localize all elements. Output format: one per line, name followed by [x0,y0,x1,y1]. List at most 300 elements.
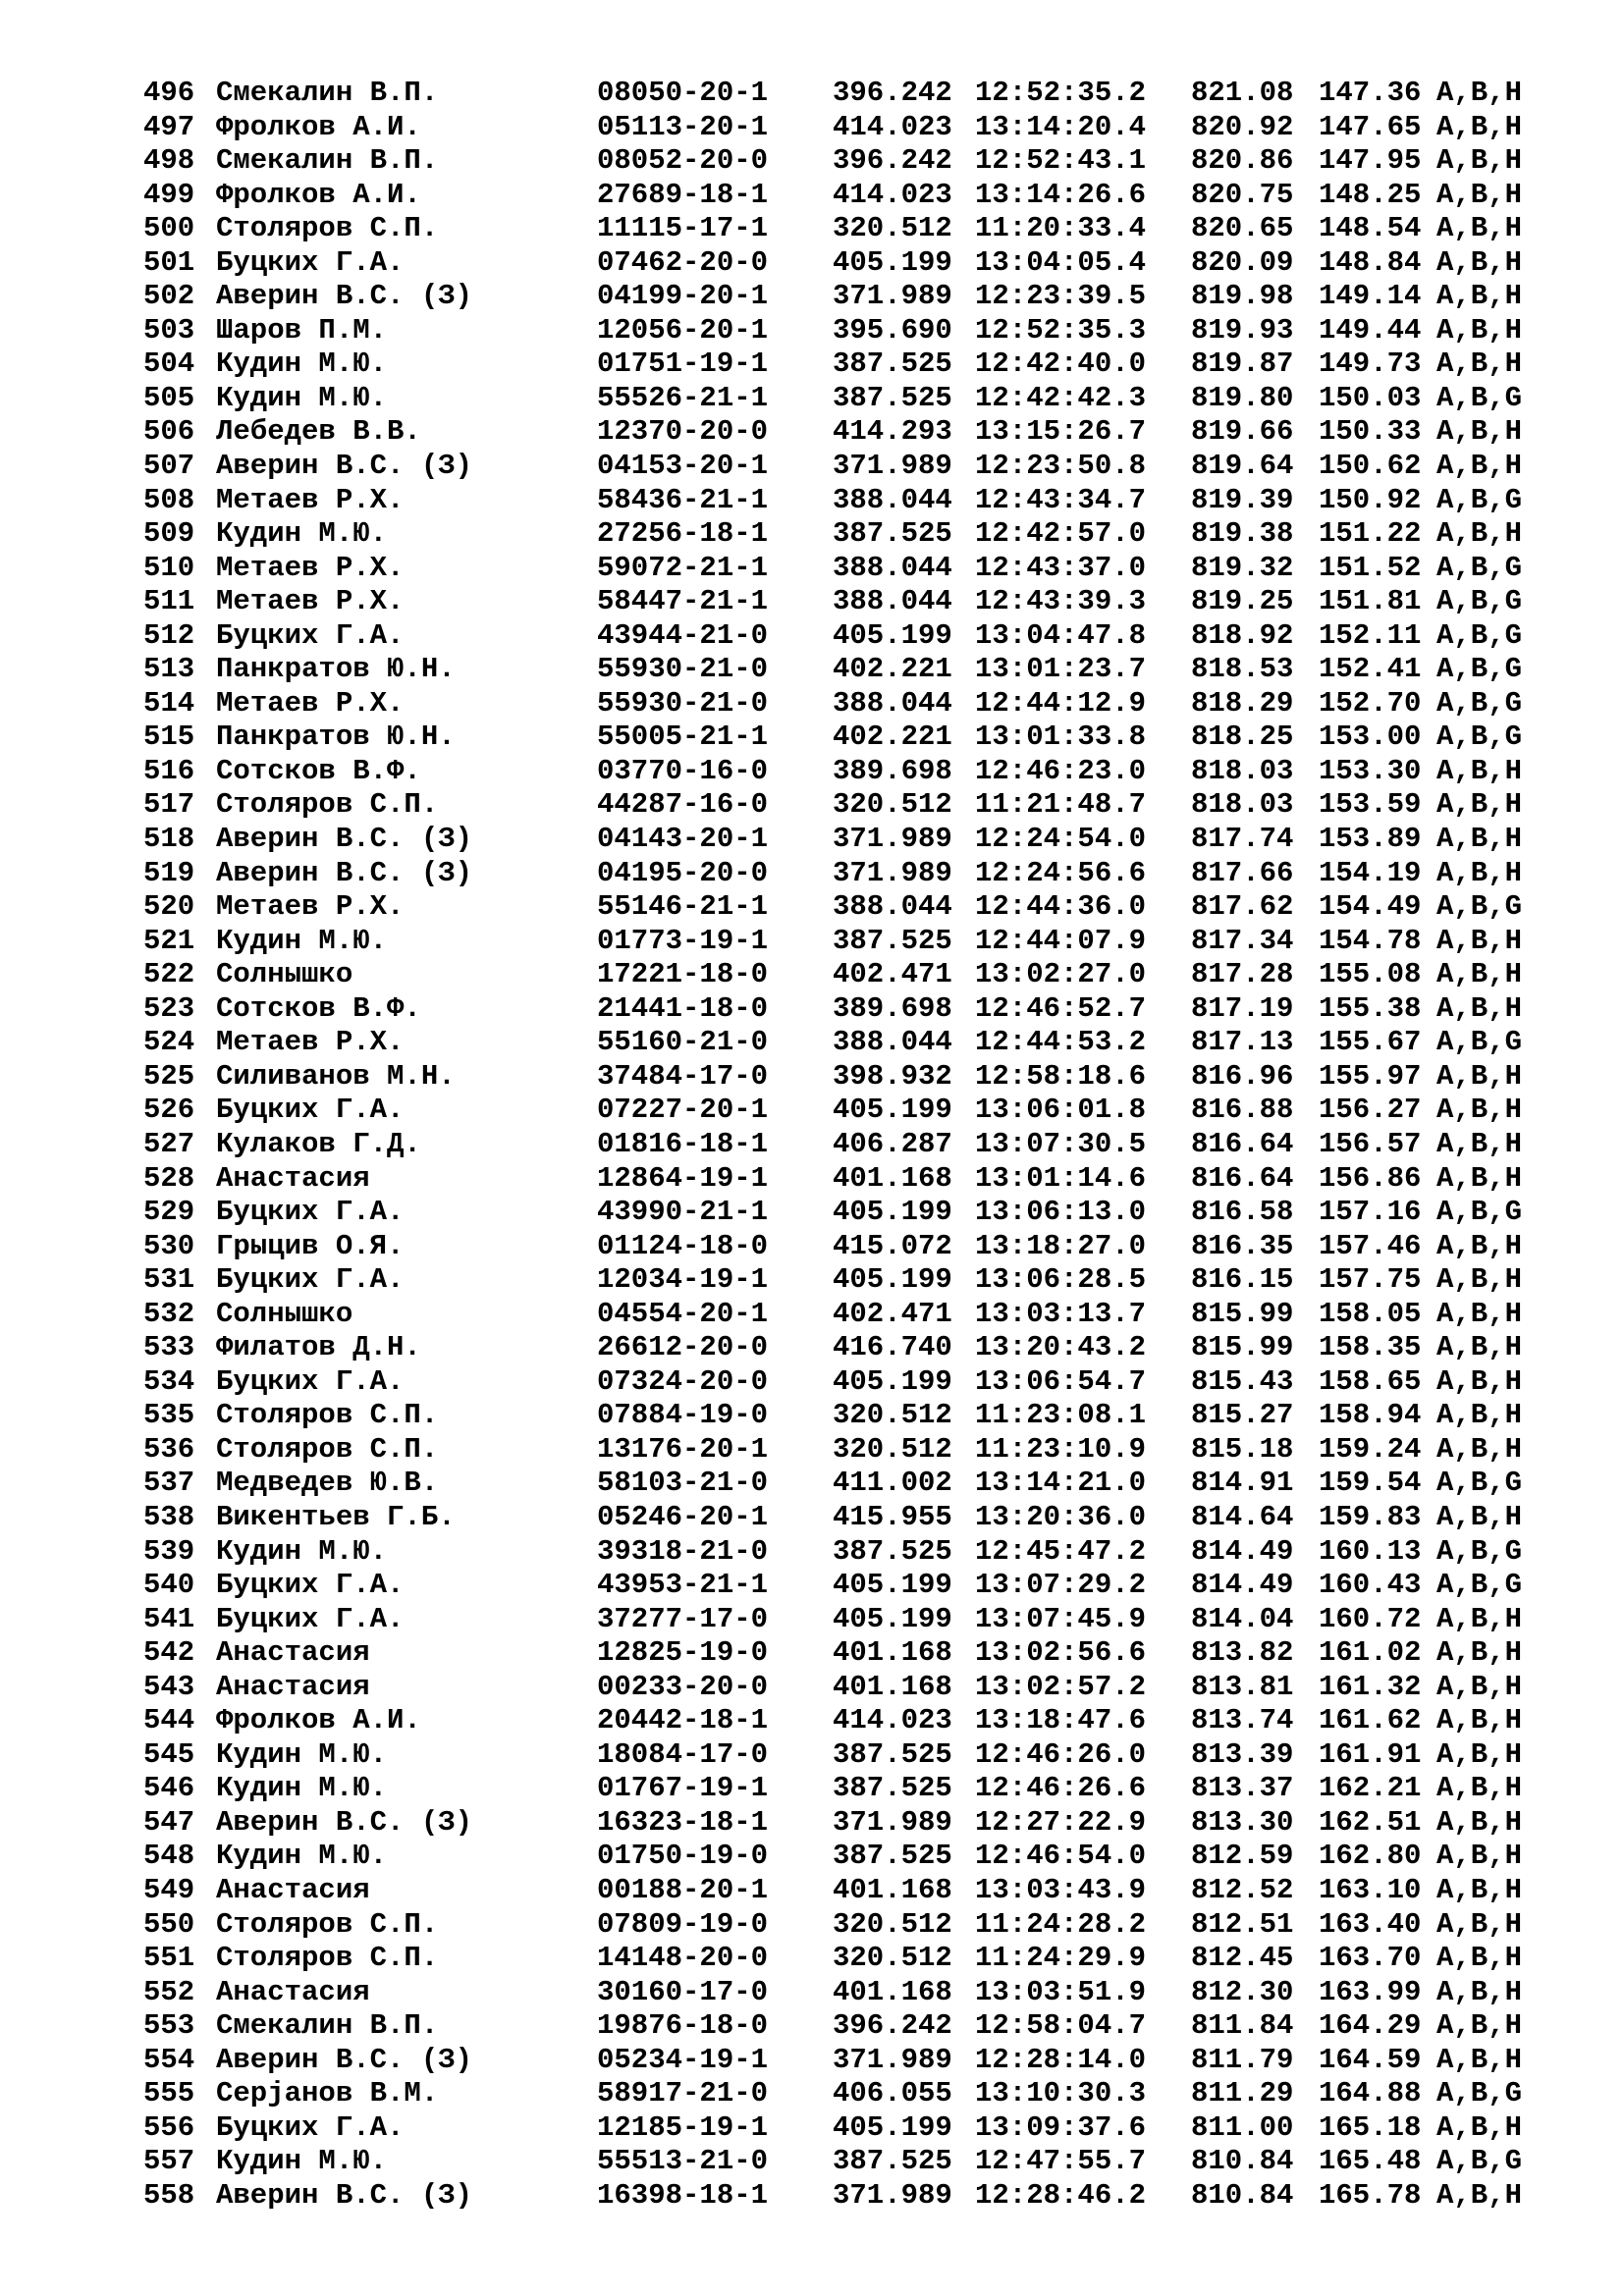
ring-number: 44287-16-0 [597,788,769,822]
points-value: 152.11 [1319,618,1422,652]
arrival-time: 12:47:55.7 [975,2145,1147,2178]
points-value: 157.46 [1319,1229,1422,1262]
speed-value: 820.75 [1191,178,1294,211]
category-flags: A,B,H [1436,1975,1523,2008]
arrival-time: 12:46:26.6 [975,1772,1147,1805]
ring-number: 55160-21-0 [597,1026,769,1059]
points-value: 147.95 [1319,144,1422,178]
speed-value: 811.29 [1191,2077,1294,2110]
speed-value: 816.15 [1191,1263,1294,1297]
result-place: 537 [143,1467,195,1500]
result-row [143,2009,1522,2044]
points-value: 160.13 [1319,1534,1422,1568]
points-value: 150.92 [1319,483,1422,516]
fancier-name: Буцких Г.А. [216,1364,405,1398]
points-value: 162.21 [1319,1772,1422,1805]
fancier-name: Аверин В.С. (З) [216,823,473,856]
speed-value: 812.30 [1191,1975,1294,2008]
ring-number: 37484-17-0 [597,1059,769,1093]
speed-value: 819.93 [1191,313,1294,347]
speed-value: 813.82 [1191,1636,1294,1670]
distance-km: 387.525 [833,1534,952,1568]
speed-value: 813.37 [1191,1772,1294,1805]
result-row [143,755,1522,789]
result-row [143,1230,1522,1264]
result-row [143,1399,1522,1433]
speed-value: 815.99 [1191,1331,1294,1364]
ring-number: 37277-17-0 [597,1602,769,1635]
arrival-time: 13:02:27.0 [975,958,1147,991]
ring-number: 16323-18-1 [597,1805,769,1839]
points-value: 150.03 [1319,381,1422,414]
ring-number: 11115-17-1 [597,212,769,245]
result-place: 547 [143,1805,195,1839]
result-place: 551 [143,1942,195,1975]
category-flags: A,B,H [1436,77,1523,109]
result-row [143,1569,1522,1603]
arrival-time: 12:46:54.0 [975,1840,1147,1873]
result-place: 496 [143,77,195,109]
arrival-time: 13:18:47.6 [975,1704,1147,1737]
speed-value: 811.79 [1191,2043,1294,2076]
fancier-name: Серjанов В.М. [216,2077,439,2110]
result-place: 533 [143,1331,195,1364]
distance-km: 320.512 [833,1907,952,1941]
fancier-name: Буцких Г.А. [216,1569,405,1602]
category-flags: A,B,H [1436,1840,1523,1873]
points-value: 161.02 [1319,1636,1422,1670]
category-flags: A,B,H [1436,1331,1523,1364]
fancier-name: Столяров С.П. [216,1907,439,1941]
arrival-time: 12:24:54.0 [975,823,1147,856]
fancier-name: Сотсков В.Ф. [216,754,421,787]
ring-number: 39318-21-0 [597,1534,769,1568]
fancier-name: Кудин М.Ю. [216,1737,388,1771]
points-value: 147.36 [1319,77,1422,109]
speed-value: 819.25 [1191,585,1294,618]
points-value: 151.81 [1319,585,1422,618]
ring-number: 30160-17-0 [597,1975,769,2008]
fancier-name: Кулаков Г.Д. [216,1127,421,1160]
result-place: 505 [143,381,195,414]
category-flags: A,B,H [1436,450,1523,483]
result-place: 543 [143,1670,195,1703]
result-row [143,1671,1522,1705]
fancier-name: Медведев Ю.В. [216,1467,439,1500]
distance-km: 401.168 [833,1161,952,1195]
result-place: 525 [143,1059,195,1093]
speed-value: 817.66 [1191,856,1294,889]
fancier-name: Аверин В.С. (З) [216,1805,473,1839]
arrival-time: 11:21:48.7 [975,788,1147,822]
ring-number: 07809-19-0 [597,1907,769,1941]
results-list [143,77,1522,2213]
points-value: 165.48 [1319,2145,1422,2178]
result-place: 541 [143,1602,195,1635]
category-flags: A,B,H [1436,178,1523,211]
ring-number: 01751-19-1 [597,347,769,381]
category-flags: A,B,H [1436,958,1523,991]
arrival-time: 13:20:36.0 [975,1500,1147,1533]
result-place: 553 [143,2009,195,2043]
arrival-time: 12:46:52.7 [975,991,1147,1025]
points-value: 161.62 [1319,1704,1422,1737]
fancier-name: Буцких Г.А. [216,618,405,652]
fancier-name: Столяров С.П. [216,788,439,822]
category-flags: A,B,H [1436,245,1523,279]
result-place: 558 [143,2178,195,2212]
points-value: 152.41 [1319,653,1422,686]
fancier-name: Метаев Р.Х. [216,1026,405,1059]
result-row [143,1874,1522,1908]
category-flags: A,B,H [1436,1602,1523,1635]
result-row [143,619,1522,654]
ring-number: 27256-18-1 [597,517,769,551]
category-flags: A,B,G [1436,686,1523,720]
points-value: 147.65 [1319,110,1422,143]
ring-number: 08052-20-0 [597,144,769,178]
arrival-time: 13:07:30.5 [975,1127,1147,1160]
ring-number: 12034-19-1 [597,1263,769,1297]
result-row [143,280,1522,314]
speed-value: 812.59 [1191,1840,1294,1873]
result-row [143,2179,1522,2214]
points-value: 162.51 [1319,1805,1422,1839]
arrival-time: 12:58:18.6 [975,1059,1147,1093]
category-flags: A,B,H [1436,1805,1523,1839]
category-flags: A,B,G [1436,890,1523,924]
distance-km: 401.168 [833,1670,952,1703]
ring-number: 01767-19-1 [597,1772,769,1805]
arrival-time: 13:01:33.8 [975,721,1147,754]
result-place: 507 [143,450,195,483]
fancier-name: Аверин В.С. (З) [216,856,473,889]
points-value: 165.78 [1319,2178,1422,2212]
arrival-time: 12:43:39.3 [975,585,1147,618]
points-value: 156.27 [1319,1094,1422,1127]
result-row [143,552,1522,586]
points-value: 157.75 [1319,1263,1422,1297]
points-value: 164.59 [1319,2043,1422,2076]
points-value: 152.70 [1319,686,1422,720]
distance-km: 414.293 [833,415,952,449]
ring-number: 00233-20-0 [597,1670,769,1703]
distance-km: 388.044 [833,585,952,618]
distance-km: 387.525 [833,1737,952,1771]
distance-km: 405.199 [833,1196,952,1229]
category-flags: A,B,H [1436,1297,1523,1330]
points-value: 164.29 [1319,2009,1422,2043]
category-flags: A,B,H [1436,517,1523,551]
distance-km: 405.199 [833,1263,952,1297]
arrival-time: 12:52:43.1 [975,144,1147,178]
fancier-name: Буцких Г.А. [216,1094,405,1127]
distance-km: 396.242 [833,144,952,178]
distance-km: 371.989 [833,2043,952,2076]
distance-km: 416.740 [833,1331,952,1364]
speed-value: 818.25 [1191,721,1294,754]
arrival-time: 13:07:29.2 [975,1569,1147,1602]
ring-number: 16398-18-1 [597,2178,769,2212]
speed-value: 819.64 [1191,450,1294,483]
points-value: 160.72 [1319,1602,1422,1635]
category-flags: A,B,H [1436,1500,1523,1533]
arrival-time: 13:10:30.3 [975,2077,1147,2110]
points-value: 148.84 [1319,245,1422,279]
arrival-time: 13:04:05.4 [975,245,1147,279]
category-flags: A,B,G [1436,1569,1523,1602]
fancier-name: Кудин М.Ю. [216,347,388,381]
distance-km: 398.932 [833,1059,952,1093]
points-value: 148.25 [1319,178,1422,211]
result-place: 511 [143,585,195,618]
arrival-time: 13:18:27.0 [975,1229,1147,1262]
arrival-time: 13:06:01.8 [975,1094,1147,1127]
result-place: 516 [143,754,195,787]
result-row [143,2111,1522,2146]
points-value: 163.99 [1319,1975,1422,2008]
fancier-name: Смекалин В.П. [216,2009,439,2043]
points-value: 158.65 [1319,1364,1422,1398]
result-row [143,1128,1522,1162]
points-value: 155.38 [1319,991,1422,1025]
speed-value: 818.53 [1191,653,1294,686]
fancier-name: Анастасия [216,1636,370,1670]
fancier-name: Столяров С.П. [216,212,439,245]
points-value: 164.88 [1319,2077,1422,2110]
distance-km: 371.989 [833,450,952,483]
category-flags: A,B,H [1436,1094,1523,1127]
category-flags: A,B,H [1436,1670,1523,1703]
ring-number: 13176-20-1 [597,1432,769,1466]
ring-number: 21441-18-0 [597,991,769,1025]
distance-km: 388.044 [833,551,952,584]
points-value: 151.52 [1319,551,1422,584]
fancier-name: Столяров С.П. [216,1942,439,1975]
result-place: 542 [143,1636,195,1670]
arrival-time: 12:23:50.8 [975,450,1147,483]
speed-value: 815.43 [1191,1364,1294,1398]
speed-value: 812.51 [1191,1907,1294,1941]
speed-value: 815.18 [1191,1432,1294,1466]
distance-km: 405.199 [833,1569,952,1602]
distance-km: 414.023 [833,110,952,143]
result-row [143,246,1522,281]
category-flags: A,B,G [1436,585,1523,618]
category-flags: A,B,H [1436,1704,1523,1737]
arrival-time: 12:28:46.2 [975,2178,1147,2212]
speed-value: 818.29 [1191,686,1294,720]
category-flags: A,B,H [1436,1737,1523,1771]
ring-number: 05234-19-1 [597,2043,769,2076]
category-flags: A,B,H [1436,754,1523,787]
points-value: 159.24 [1319,1432,1422,1466]
result-place: 530 [143,1229,195,1262]
ring-number: 04143-20-1 [597,823,769,856]
category-flags: A,B,H [1436,415,1523,449]
fancier-name: Панкратов Ю.Н. [216,721,456,754]
fancier-name: Метаев Р.Х. [216,686,405,720]
result-place: 503 [143,313,195,347]
distance-km: 320.512 [833,1399,952,1432]
distance-km: 402.471 [833,958,952,991]
arrival-time: 12:24:56.6 [975,856,1147,889]
result-row [143,687,1522,721]
speed-value: 811.00 [1191,2110,1294,2144]
result-place: 532 [143,1297,195,1330]
fancier-name: Аверин В.С. (З) [216,2178,473,2212]
points-value: 156.86 [1319,1161,1422,1195]
ring-number: 04153-20-1 [597,450,769,483]
arrival-time: 12:58:04.7 [975,2009,1147,2043]
arrival-time: 13:14:26.6 [975,178,1147,211]
ring-number: 55930-21-0 [597,686,769,720]
fancier-name: Метаев Р.Х. [216,551,405,584]
fancier-name: Панкратов Ю.Н. [216,653,456,686]
ring-number: 43990-21-1 [597,1196,769,1229]
ring-number: 01773-19-1 [597,924,769,957]
result-place: 522 [143,958,195,991]
category-flags: A,B,H [1436,1636,1523,1670]
distance-km: 388.044 [833,890,952,924]
fancier-name: Силиванов М.Н. [216,1059,456,1093]
result-place: 520 [143,890,195,924]
speed-value: 817.13 [1191,1026,1294,1059]
ring-number: 55930-21-0 [597,653,769,686]
points-value: 161.32 [1319,1670,1422,1703]
result-place: 518 [143,823,195,856]
fancier-name: Филатов Д.Н. [216,1331,421,1364]
category-flags: A,B,H [1436,1873,1523,1906]
arrival-time: 12:52:35.3 [975,313,1147,347]
arrival-time: 11:24:28.2 [975,1907,1147,1941]
fancier-name: Лебедев В.В. [216,415,421,449]
fancier-name: Викентьев Г.Б. [216,1500,456,1533]
result-place: 509 [143,517,195,551]
fancier-name: Столяров С.П. [216,1399,439,1432]
result-place: 510 [143,551,195,584]
result-place: 531 [143,1263,195,1297]
fancier-name: Фролков А.И. [216,110,421,143]
arrival-time: 12:44:36.0 [975,890,1147,924]
arrival-time: 13:03:13.7 [975,1297,1147,1330]
fancier-name: Буцких Г.А. [216,1602,405,1635]
fancier-name: Шаров П.М. [216,313,388,347]
result-place: 550 [143,1907,195,1941]
result-place: 528 [143,1161,195,1195]
arrival-time: 13:06:54.7 [975,1364,1147,1398]
ring-number: 04554-20-1 [597,1297,769,1330]
speed-value: 816.64 [1191,1127,1294,1160]
result-place: 534 [143,1364,195,1398]
points-value: 163.10 [1319,1873,1422,1906]
ring-number: 58917-21-0 [597,2077,769,2110]
speed-value: 817.19 [1191,991,1294,1025]
arrival-time: 12:46:26.0 [975,1737,1147,1771]
speed-value: 817.34 [1191,924,1294,957]
result-row [143,212,1522,246]
arrival-time: 13:04:47.8 [975,618,1147,652]
arrival-time: 12:42:57.0 [975,517,1147,551]
ring-number: 43944-21-0 [597,618,769,652]
points-value: 159.54 [1319,1467,1422,1500]
result-row [143,450,1522,484]
category-flags: A,B,H [1436,2110,1523,2144]
speed-value: 818.92 [1191,618,1294,652]
distance-km: 320.512 [833,788,952,822]
result-row [143,1026,1522,1060]
speed-value: 819.39 [1191,483,1294,516]
distance-km: 415.072 [833,1229,952,1262]
distance-km: 405.199 [833,245,952,279]
arrival-time: 13:01:23.7 [975,653,1147,686]
speed-value: 820.65 [1191,212,1294,245]
arrival-time: 11:23:10.9 [975,1432,1147,1466]
category-flags: A,B,G [1436,1534,1523,1568]
points-value: 149.73 [1319,347,1422,381]
speed-value: 816.88 [1191,1094,1294,1127]
arrival-time: 13:03:51.9 [975,1975,1147,2008]
category-flags: A,B,G [1436,653,1523,686]
result-place: 514 [143,686,195,720]
speed-value: 819.98 [1191,280,1294,313]
result-row [143,1331,1522,1365]
result-row [143,653,1522,687]
arrival-time: 12:23:39.5 [975,280,1147,313]
speed-value: 816.58 [1191,1196,1294,1229]
category-flags: A,B,G [1436,483,1523,516]
distance-km: 405.199 [833,2110,952,2144]
category-flags: A,B,G [1436,2145,1523,2178]
fancier-name: Буцких Г.А. [216,2110,405,2144]
speed-value: 813.74 [1191,1704,1294,1737]
arrival-time: 13:20:43.2 [975,1331,1147,1364]
ring-number: 14148-20-0 [597,1942,769,1975]
category-flags: A,B,H [1436,788,1523,822]
speed-value: 819.32 [1191,551,1294,584]
points-value: 158.05 [1319,1297,1422,1330]
result-row [143,1467,1522,1501]
category-flags: A,B,G [1436,551,1523,584]
result-place: 500 [143,212,195,245]
category-flags: A,B,G [1436,1026,1523,1059]
arrival-time: 12:52:35.2 [975,77,1147,109]
ring-number: 01124-18-0 [597,1229,769,1262]
result-place: 535 [143,1399,195,1432]
category-flags: A,B,H [1436,924,1523,957]
category-flags: A,B,H [1436,1364,1523,1398]
arrival-time: 11:20:33.4 [975,212,1147,245]
distance-km: 388.044 [833,483,952,516]
category-flags: A,B,H [1436,823,1523,856]
result-row [143,1094,1522,1128]
ring-number: 00188-20-1 [597,1873,769,1906]
category-flags: A,B,H [1436,1942,1523,1975]
points-value: 154.19 [1319,856,1422,889]
ring-number: 04195-20-0 [597,856,769,889]
points-value: 155.97 [1319,1059,1422,1093]
result-row [143,823,1522,857]
speed-value: 813.39 [1191,1737,1294,1771]
result-row [143,992,1522,1027]
points-value: 153.00 [1319,721,1422,754]
speed-value: 814.64 [1191,1500,1294,1533]
fancier-name: Фролков А.И. [216,1704,421,1737]
result-place: 536 [143,1432,195,1466]
points-value: 159.83 [1319,1500,1422,1533]
fancier-name: Анастасия [216,1975,370,2008]
result-place: 504 [143,347,195,381]
